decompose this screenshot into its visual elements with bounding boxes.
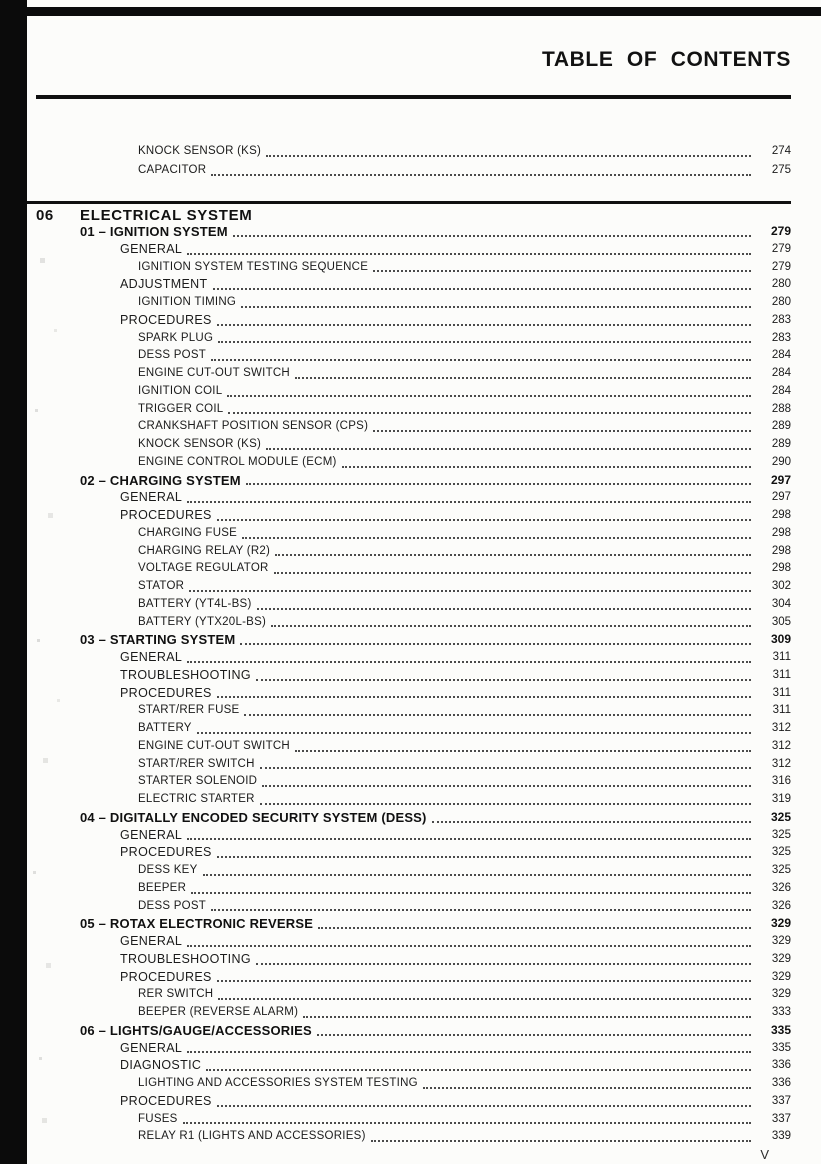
toc-leader (218, 341, 751, 343)
toc-entry (80, 738, 791, 756)
toc-leader (266, 155, 751, 157)
toc-leader (373, 430, 751, 432)
toc-leader (197, 732, 751, 734)
toc-leader (203, 874, 751, 876)
toc-entry (80, 294, 791, 312)
toc-entry-page: 289 (771, 420, 791, 433)
toc-entry (80, 1057, 791, 1075)
toc-entry-page: 312 (771, 722, 791, 734)
toc-leader (217, 980, 751, 982)
toc-entry-page: 311 (772, 704, 791, 717)
toc-entry (80, 1093, 791, 1111)
toc-entry-page: 329 (771, 952, 791, 965)
toc-entry-label: VOLTAGE REGULATOR (138, 562, 269, 575)
toc-leader (271, 625, 751, 627)
toc-entry (80, 454, 791, 472)
toc-entry-page: 336 (771, 1077, 791, 1089)
toc-entry (80, 330, 791, 348)
toc-entry (80, 862, 791, 880)
toc-entry-label: IGNITION SYSTEM TESTING SEQUENCE (138, 260, 369, 273)
toc-entry (80, 614, 791, 632)
toc-entry-page: 312 (771, 757, 791, 770)
toc-entry (80, 142, 791, 161)
toc-entry-label: TROUBLESHOOTING (120, 951, 251, 966)
toc-entry-label: PROCEDURES (120, 508, 212, 522)
toc-entry-page: 311 (772, 651, 791, 663)
toc-entry (80, 951, 791, 969)
section-divider (27, 201, 791, 204)
toc-entry-page: 329 (771, 970, 791, 983)
toc-leader (217, 1105, 751, 1107)
toc-entry-label: 03 – STARTING SYSTEM (80, 632, 236, 648)
toc-entry-page: 284 (771, 384, 791, 397)
toc-entry-label: TROUBLESHOOTING (120, 667, 251, 682)
toc-entry-page: 275 (771, 164, 791, 176)
toc-entry-page: 309 (770, 632, 791, 647)
toc-entry-label: CAPACITOR (138, 164, 207, 176)
toc-entry-label: STARTER SOLENOID (138, 775, 258, 788)
toc-entry-page: 335 (771, 1041, 791, 1054)
toc-entry-label: BATTERY (YTX20L-BS) (138, 615, 267, 628)
toc-entry (80, 667, 791, 685)
toc-entry-label: RER SWITCH (138, 988, 214, 1001)
toc-leader (191, 892, 751, 894)
toc-entry (80, 1040, 791, 1058)
toc-leader (303, 1016, 751, 1018)
toc-entry-label: 01 – IGNITION SYSTEM (80, 224, 228, 239)
toc-leader (371, 1140, 751, 1142)
toc-entry-label: BATTERY (YT4L-BS) (138, 597, 252, 610)
toc-entry-label: START/RER SWITCH (138, 757, 255, 770)
continued-entries-list (80, 142, 791, 180)
toc-leader (233, 235, 751, 237)
toc-entry-label: ENGINE CUT-OUT SWITCH (138, 367, 290, 379)
toc-entry-page: 311 (772, 668, 791, 681)
toc-entry (80, 898, 791, 916)
toc-entry-page: 305 (771, 615, 791, 628)
toc-entry-label: DESS POST (138, 349, 207, 362)
toc-leader (217, 324, 751, 326)
toc-leader (423, 1087, 751, 1089)
toc-entry (80, 880, 791, 898)
toc-leader (295, 377, 751, 379)
toc-entry-label: RELAY R1 (LIGHTS AND ACCESSORIES) (138, 1130, 366, 1143)
toc-entry-page: 302 (771, 580, 791, 592)
toc-entry (80, 986, 791, 1004)
toc-entry (80, 347, 791, 365)
toc-leader (373, 270, 751, 272)
toc-entry-page: 280 (771, 278, 791, 291)
toc-leader (217, 519, 751, 521)
toc-entry-label: PROCEDURES (120, 685, 212, 700)
toc-entry-label: GENERAL (120, 1040, 183, 1055)
toc-entry (80, 809, 791, 827)
toc-entry (80, 915, 791, 933)
toc-leader (187, 838, 751, 840)
toc-entry-page: 298 (771, 509, 791, 521)
toc-entry-page: 337 (771, 1094, 791, 1107)
toc-leader (206, 1069, 751, 1071)
toc-entry-label: DESS KEY (138, 864, 198, 876)
toc-entry (80, 578, 791, 596)
toc-entry (80, 844, 791, 862)
toc-entry-page: 326 (771, 881, 791, 894)
toc-entry-page: 325 (771, 828, 791, 841)
toc-entry (80, 969, 791, 987)
toc-entry (80, 756, 791, 774)
toc-leader (187, 253, 751, 255)
toc-entry-label: IGNITION COIL (138, 384, 223, 397)
toc-leader (211, 174, 751, 176)
toc-entry-label: PROCEDURES (120, 969, 212, 984)
toc-entry-page: 279 (771, 260, 791, 273)
toc-entry-page: 329 (771, 988, 791, 1001)
toc-entry (80, 1128, 791, 1146)
toc-entry (80, 418, 791, 436)
toc-leader (318, 927, 751, 929)
toc-entry-label: PROCEDURES (120, 845, 212, 860)
toc-entry-label: DIAGNOSTIC (120, 1058, 202, 1073)
toc-entry-label: CHARGING RELAY (R2) (138, 544, 271, 557)
toc-entry (80, 507, 791, 525)
toc-entry-label: ENGINE CUT-OUT SWITCH (138, 739, 290, 752)
toc-entry-label: BEEPER (138, 881, 187, 894)
toc-entry-label: 02 – CHARGING SYSTEM (80, 472, 241, 488)
toc-entry-page: 326 (771, 899, 791, 912)
section-number: 06 (36, 207, 54, 224)
toc-leader (317, 1034, 751, 1036)
toc-entry-page: 284 (771, 367, 791, 379)
toc-leader (275, 554, 751, 556)
toc-entry (80, 702, 791, 720)
toc-entry-page: 279 (771, 242, 791, 255)
toc-entry-label: ELECTRIC STARTER (138, 793, 255, 805)
toc-entry-label: KNOCK SENSOR (KS) (138, 438, 262, 450)
toc-leader (240, 643, 751, 645)
toc-leader (244, 714, 751, 716)
toc-entry-page: 297 (771, 491, 791, 504)
toc-entry-page: 304 (771, 597, 791, 610)
toc-entry-page: 289 (771, 438, 791, 450)
toc-list (80, 223, 791, 1146)
toc-leader (342, 466, 751, 468)
toc-entry (80, 365, 791, 383)
toc-leader (256, 963, 751, 965)
toc-entry-page: 339 (771, 1130, 791, 1143)
toc-entry-page: 316 (771, 775, 791, 788)
toc-entry-page: 329 (771, 935, 791, 947)
toc-entry-page: 290 (771, 455, 791, 468)
toc-entry (80, 525, 791, 543)
toc-entry (80, 1111, 791, 1129)
toc-entry-page: 329 (770, 916, 791, 931)
toc-leader (213, 288, 751, 290)
toc-entry (80, 472, 791, 490)
scan-left-edge (0, 0, 27, 1164)
toc-leader (189, 590, 751, 592)
toc-entry (80, 596, 791, 614)
toc-leader (262, 785, 751, 787)
toc-entry-label: GENERAL (120, 241, 183, 256)
toc-entry-page: 283 (771, 331, 791, 344)
toc-leader (266, 448, 751, 450)
toc-entry-page: 298 (771, 526, 791, 539)
toc-entry-label: LIGHTING AND ACCESSORIES SYSTEM TESTING (138, 1077, 418, 1089)
toc-entry (80, 631, 791, 649)
toc-entry-page: 280 (771, 296, 791, 308)
toc-entry-label: PROCEDURES (120, 1093, 212, 1108)
toc-entry-label: PROCEDURES (120, 312, 212, 327)
toc-entry-label: TRIGGER COIL (138, 402, 224, 415)
toc-entry (80, 161, 791, 180)
toc-leader (246, 483, 751, 485)
toc-entry (80, 223, 791, 241)
toc-leader (256, 679, 751, 681)
section-title: ELECTRICAL SYSTEM (80, 207, 253, 224)
toc-entry (80, 543, 791, 561)
toc-entry (80, 383, 791, 401)
toc-leader (432, 821, 751, 823)
toc-entry-page: 279 (770, 224, 791, 238)
toc-entry (80, 827, 791, 845)
toc-entry (80, 1004, 791, 1022)
toc-entry (80, 241, 791, 259)
toc-leader (295, 750, 751, 752)
toc-entry-page: 298 (771, 562, 791, 575)
toc-leader (241, 306, 751, 308)
toc-entry-label: BEEPER (REVERSE ALARM) (138, 1006, 299, 1018)
toc-entry-label: GENERAL (120, 490, 183, 505)
toc-entry-label: CRANKSHAFT POSITION SENSOR (CPS) (138, 420, 369, 433)
toc-leader (260, 803, 751, 805)
toc-leader (242, 537, 751, 539)
toc-leader (217, 856, 751, 858)
toc-entry-label: GENERAL (120, 934, 183, 948)
toc-entry-label: FUSES (138, 1112, 178, 1125)
scan-noise (0, 0, 1, 1)
toc-entry-page: 333 (771, 1006, 791, 1018)
toc-entry (80, 685, 791, 703)
toc-entry (80, 933, 791, 951)
toc-leader (218, 998, 751, 1000)
toc-entry-label: 06 – LIGHTS/GAUGE/ACCESSORIES (80, 1022, 312, 1038)
toc-leader (257, 608, 751, 610)
toc-entry-page: 336 (771, 1059, 791, 1072)
toc-entry-label: 04 – DIGITALLY ENCODED SECURITY SYSTEM (DESS) (80, 809, 427, 825)
toc-entry-page: 274 (771, 145, 791, 157)
toc-entry-page: 337 (771, 1112, 791, 1125)
page-number-footer: V (760, 1147, 769, 1162)
toc-leader (260, 767, 751, 769)
toc-entry (80, 259, 791, 277)
toc-entry (80, 276, 791, 294)
title-rule (36, 95, 791, 99)
toc-entry-label: ENGINE CONTROL MODULE (ECM) (138, 455, 337, 468)
toc-entry (80, 1022, 791, 1040)
toc-entry-page: 325 (771, 846, 791, 859)
toc-entry-label: DESS POST (138, 899, 207, 912)
toc-entry (80, 1075, 791, 1093)
toc-entry-page: 312 (771, 739, 791, 752)
scan-top-edge (0, 7, 821, 16)
toc-leader (227, 395, 751, 397)
toc-entry-page: 284 (771, 349, 791, 362)
toc-leader (217, 696, 751, 698)
toc-leader (211, 359, 751, 361)
toc-entry (80, 649, 791, 667)
toc-leader (211, 909, 751, 911)
toc-entry-label: GENERAL (120, 827, 183, 842)
toc-entry-label: BATTERY (138, 722, 192, 734)
toc-entry (80, 773, 791, 791)
toc-entry-page: 311 (772, 686, 791, 699)
toc-leader (187, 1051, 751, 1053)
toc-leader (183, 1122, 751, 1124)
toc-leader (187, 661, 751, 663)
toc-entry-page: 325 (770, 809, 791, 824)
toc-entry-label: GENERAL (120, 650, 183, 664)
toc-entry-label: 05 – ROTAX ELECTRONIC REVERSE (80, 916, 314, 932)
toc-entry (80, 312, 791, 330)
page-title: TABLE OF CONTENTS (542, 48, 791, 71)
toc-entry-page: 288 (771, 402, 791, 415)
toc-entry (80, 560, 791, 578)
toc-entry-label: KNOCK SENSOR (KS) (138, 145, 262, 157)
toc-entry-label: CHARGING FUSE (138, 526, 238, 539)
toc-entry (80, 720, 791, 738)
toc-leader (187, 501, 751, 503)
toc-leader (228, 412, 751, 414)
toc-entry-page: 283 (771, 313, 791, 326)
toc-entry-page: 297 (770, 472, 791, 487)
toc-leader (187, 945, 751, 947)
toc-entry-page: 335 (770, 1022, 791, 1037)
toc-entry-page: 325 (771, 864, 791, 876)
toc-entry-label: ADJUSTMENT (120, 277, 208, 292)
toc-entry (80, 436, 791, 454)
toc-entry-page: 319 (771, 793, 791, 805)
toc-entry-label: STATOR (138, 580, 185, 592)
toc-entry-page: 298 (771, 544, 791, 557)
toc-entry (80, 401, 791, 419)
toc-entry-label: IGNITION TIMING (138, 296, 237, 308)
toc-entry (80, 489, 791, 507)
toc-entry-label: SPARK PLUG (138, 331, 214, 344)
toc-entry-label: START/RER FUSE (138, 704, 240, 717)
toc-leader (274, 572, 751, 574)
toc-entry (80, 791, 791, 809)
